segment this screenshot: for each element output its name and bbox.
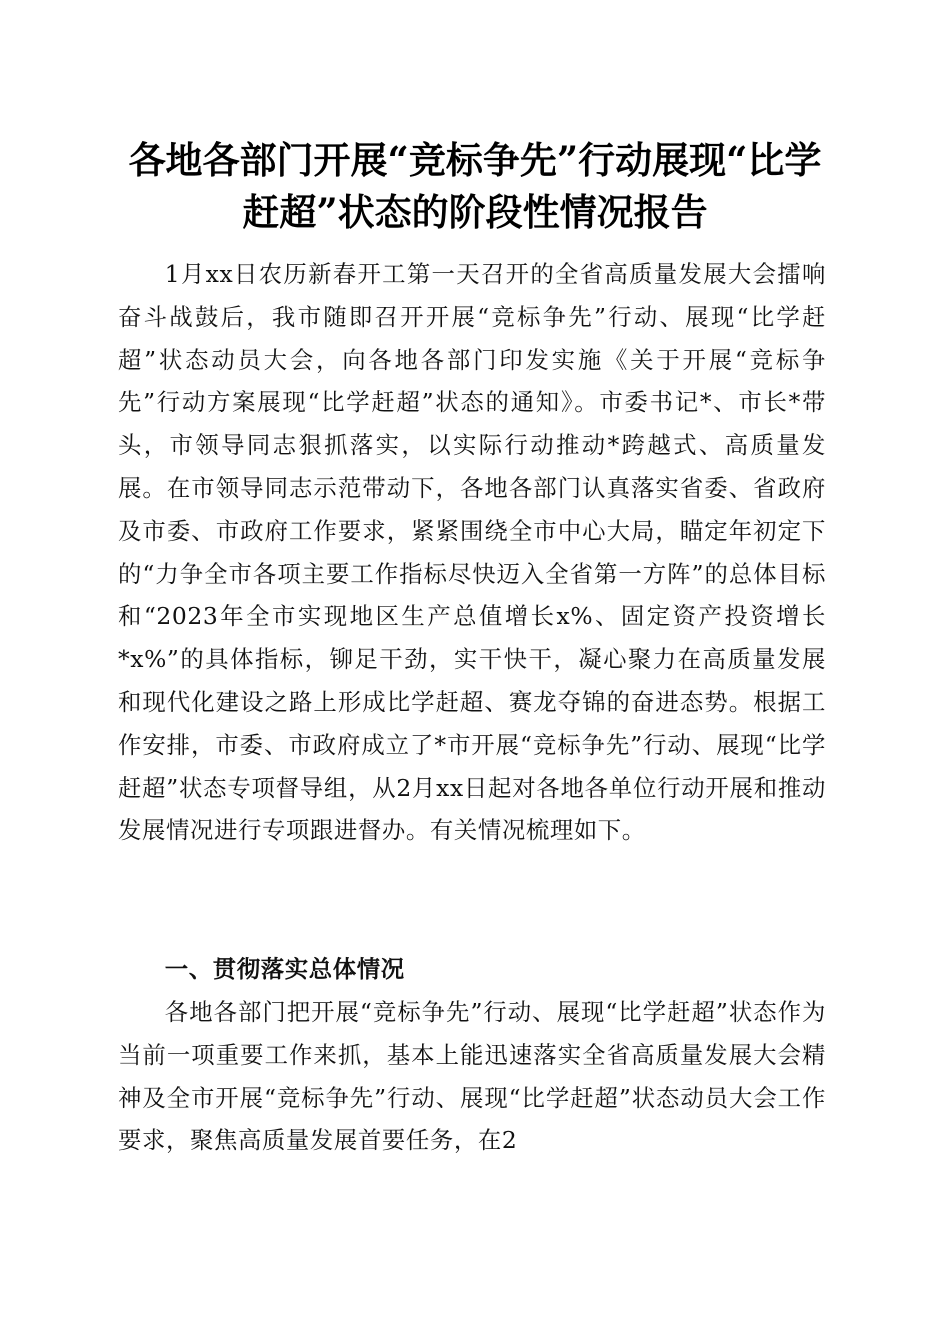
title-line-2: 赶超”状态的阶段性情况报告 [242,190,708,234]
section-heading-1: 一、贯彻落实总体情况 [164,955,405,983]
section-1-paragraph: 各地各部门把开展“竞标争先”行动、展现“比学赶超”状态作为当前一项重要工作来抓，基本上能迅速落实全省高质量发展大会精神及全市开展“竞标争先”行动、展现“比学赶超”状态动员大会工作要求，聚焦高质量发展首要任务，在2 [118,998,826,1155]
document-title [100,134,850,238]
title-line-1: 各地各部门开展“竞标争先”行动展现“比学 [128,138,822,182]
intro-paragraph: 1月xx日农历新春开工第一天召开的全省高质量发展大会擂响奋斗战鼓后，我市随即召开开展“竞标争先”行动、展现“比学赶超”状态动员大会，向各地各部门印发实施《关于开展“竞标争先”行动方案展现“比学赶超”状态的通知》。市委书记*、市长*带头，市领导同志狠抓落实，以实际行动推动*跨越式、高质量发展。在市领导同志示范带动下，各地各部门认真落实省委、省政府及市委、市政府工作要求，紧紧围绕全市中心大局，瞄定年初定下的“力争全市各项主要工作指标尽快迈入全省第一方阵”的总体目标和“2023年全市实现地区生产总值增长x%、固定资产投资增长*x%”的具体指标，铆足干劲，实干快干，凝心聚力在高质量发展和现代化建设之路上形成比学赶超、赛龙夺锦的奋进态势。根据工作安排，市委、市政府成立了*市开展“竞标争先”行动、展现“比学赶超”状态专项督导组，从2月xx日起对各地各单位行动开展和推动发展情况进行专项跟进督办。有关情况梳理如下。 [118,260,826,845]
